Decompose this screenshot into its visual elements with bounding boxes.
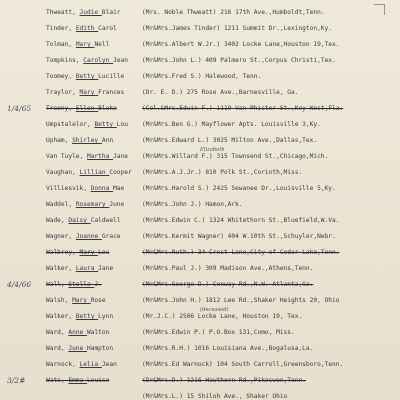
last-name: Tolman, — [46, 41, 76, 48]
parent-address: (Mr&Mrs.Ruth.) 34 Crest Lane,City of Cedar Lake,Tenn. — [142, 249, 340, 256]
student-name — [46, 296, 106, 306]
list-item — [0, 312, 400, 322]
parent-address: (Mr&Mrs.Kermit Wagner) 404 W.10th St.,Schuyler,Nebr. — [142, 233, 336, 240]
last-name: Ward, — [46, 345, 69, 352]
last-name: Wagner, — [46, 233, 76, 240]
parent-address: (Mr&Mrs.Ed Warnock) 104 South Carroll,Greensboro,Tenn. — [142, 361, 344, 368]
parent-address: (Mr&Mrs.L.) 15 Shiloh Ave., Shaker Ohio — [142, 393, 288, 400]
first-name: Lillian Cooper — [79, 169, 132, 176]
first-name: Lelia Jean — [79, 361, 117, 368]
list-item — [0, 248, 400, 258]
parent-address: (Mr&Mrs.Ben G.) Mayflower Apts. Louisville 3,Ky. — [142, 121, 321, 128]
first-name: Stella J. — [68, 281, 102, 288]
parent-address: (Col.&Mrs.Edwin F.) 1119 Van Phister St.,Key West,Fla. — [142, 105, 344, 112]
list-item — [0, 200, 400, 210]
list-item — [0, 136, 400, 146]
last-name: Umpstalelor, — [46, 121, 95, 128]
first-name: Judie Blair — [79, 9, 121, 16]
last-name: Walbrey, — [46, 249, 80, 256]
last-name: Wade, — [46, 217, 69, 224]
last-name: Toomey, — [46, 73, 76, 80]
first-name: Daisy Caldwell — [68, 217, 121, 224]
first-name: June Hampton — [68, 345, 114, 352]
student-name — [46, 264, 113, 274]
list-item — [0, 40, 400, 50]
first-name: Mary Frances — [79, 89, 125, 96]
list-item — [0, 168, 400, 178]
parent-address: (Mr&Mrs.James Tinder) 1211 Summit Dr.,Lexington,Ky. — [142, 25, 332, 32]
student-name — [46, 8, 121, 18]
parent-address: (Mr&Mrs.John J.) Hamon,Ark. — [142, 201, 243, 208]
student-name — [46, 168, 132, 178]
first-name: Joanne Grace — [75, 233, 121, 240]
last-name: Tompkins, — [46, 57, 84, 64]
student-name — [46, 216, 121, 226]
first-name: Mary Rose — [72, 297, 106, 304]
first-name: Mary Lou — [79, 249, 110, 256]
first-name: Laura Jane — [75, 265, 114, 272]
last-name: Treeny, — [46, 105, 76, 112]
list-item — [0, 216, 400, 226]
last-name: Warnock, — [46, 361, 80, 368]
list-item — [0, 8, 400, 18]
list-item — [0, 328, 400, 338]
list-item — [0, 184, 400, 194]
first-name: Rosemary June — [75, 201, 125, 208]
last-name: Vaughan, — [46, 169, 80, 176]
parent-address: (Mrs. Noble Thweatt) 216 17th Ave.,Humboldt,Tenn. — [142, 9, 325, 16]
last-name: Wall, — [46, 281, 69, 288]
last-name: Walsh, — [46, 297, 73, 304]
student-name — [46, 312, 113, 322]
last-name: Walker, — [46, 265, 76, 272]
student-name — [46, 280, 102, 290]
list-item — [0, 376, 400, 386]
parent-address: (Mr&Mrs.Edwin P.) P.O.Box 131,Como, Miss. — [142, 329, 295, 336]
last-name: Walker, — [46, 313, 76, 320]
first-name: Shirley Ann — [72, 137, 114, 144]
last-name: Van Tuyle, — [46, 153, 87, 160]
student-name — [46, 232, 121, 242]
list-item — [0, 296, 400, 306]
list-item — [0, 232, 400, 242]
parent-address: (Mr.J.C.) 2506 Locke Lane, Houston 19, Tex. — [142, 313, 303, 320]
parent-address: (Mr&Mrs.Willard F.) 315 Townsend St.,Chicago,Mich. — [142, 153, 329, 160]
student-name — [46, 24, 117, 34]
first-name: Donna Mae — [90, 185, 125, 192]
student-name — [46, 200, 124, 210]
last-name: Villiesvik, — [46, 185, 91, 192]
student-name — [46, 248, 109, 258]
student-name — [46, 88, 124, 98]
student-name — [46, 152, 128, 162]
handwritten-date-note: 1/4/65 — [7, 104, 32, 113]
student-name — [46, 328, 109, 338]
parent-address: (Mr&Mrs.Edward L.) 3025 Milton Ave.,Dallas,Tex. — [142, 137, 318, 144]
first-name: Martha Jane — [86, 153, 128, 160]
last-name: Wats, — [46, 377, 69, 384]
parent-address: (Mr&Mrs.A.J.Jr.) 810 Polk St.,Corinth,Miss. — [142, 169, 303, 176]
list-item — [0, 72, 400, 82]
last-name: Thweatt, — [46, 9, 80, 16]
parent-address: (Mr&Mrs.Harold S.) 2425 Sewanee Dr.,Louisville 5,Ky. — [142, 185, 336, 192]
list-item — [0, 88, 400, 98]
list-item — [0, 104, 400, 114]
parent-address: (Mr&Mrs.John H.) 1812 Lee Rd.,Shaker Heights 20, Ohio — [142, 297, 340, 304]
list-item — [0, 24, 400, 34]
list-item — [0, 264, 400, 274]
student-name — [46, 376, 109, 386]
parent-address: (Dr. E. D.) 275 Rose Ave.,Barnesville, Ga. — [142, 89, 299, 96]
first-name: Ellen Blake — [75, 105, 117, 112]
first-name: Emma Louise — [68, 377, 110, 384]
list-item — [0, 56, 400, 66]
list-item — [0, 360, 400, 370]
student-name — [46, 136, 113, 146]
parent-address: (Mr&Mrs.Edwin C.) 1324 Whitethorn St.,Bluefield,W.Va. — [142, 217, 340, 224]
first-name: Betty Lucille — [75, 73, 125, 80]
handwritten-date-note: 3/2# — [7, 376, 26, 385]
list-item — [0, 344, 400, 354]
student-name — [46, 120, 128, 130]
student-name — [46, 56, 128, 66]
list-item — [0, 152, 400, 162]
last-name: Ward, — [46, 329, 69, 336]
first-name: Mary Nell — [75, 41, 110, 48]
student-name — [46, 104, 117, 114]
student-name — [46, 360, 117, 370]
student-name — [46, 72, 124, 82]
last-name: Waddel, — [46, 201, 76, 208]
parent-address: (Mr&Mrs.Paul J.) 309 Madison Ave.,Athens,Tenn. — [142, 265, 314, 272]
parent-address: (Mr&Mrs.Fred S.) Halewood, Tenn. — [142, 73, 262, 80]
first-name: Anne Walton — [68, 329, 110, 336]
parent-address: (Dr&Mrs.D.) 1216 Hawthorn Rd.,Pikeswen,Tenn. — [142, 377, 306, 384]
handwritten-annotation: Elizabeth — [200, 147, 225, 153]
list-item — [0, 280, 400, 290]
parent-address: (Mr&Mrs.Albert W.Jr.) 3402 Locke Lane,Houston 19,Tex. — [142, 41, 340, 48]
parent-address: (Mr&Mrs.John L.) 409 Palmero St.,Corpus Christi,Tex. — [142, 57, 336, 64]
parent-address: (Mr&Mrs.R.H.) 1016 Louisiana Ave.,Bogalusa,La. — [142, 345, 314, 352]
first-name: Carolyn Jean — [83, 57, 128, 64]
student-name — [46, 184, 124, 194]
parent-address: (Mr&Mrs.George D.) Conway Rd.,N.W. Atlanta,Ga. — [142, 281, 314, 288]
list-item — [0, 120, 400, 130]
first-name: Betty Lou — [94, 121, 128, 128]
last-name: Traylor, — [46, 89, 80, 96]
handwritten-date-note: 4/4/66 — [7, 280, 32, 289]
last-name: Tinder, — [46, 25, 76, 32]
student-name — [46, 40, 109, 50]
handwritten-annotation: (deceased) — [200, 307, 229, 313]
first-name: Betty Lynn — [75, 313, 114, 320]
last-name: Upham, — [46, 137, 73, 144]
list-item — [0, 392, 400, 400]
student-name — [46, 344, 113, 354]
first-name: Edith Carol — [75, 25, 117, 32]
